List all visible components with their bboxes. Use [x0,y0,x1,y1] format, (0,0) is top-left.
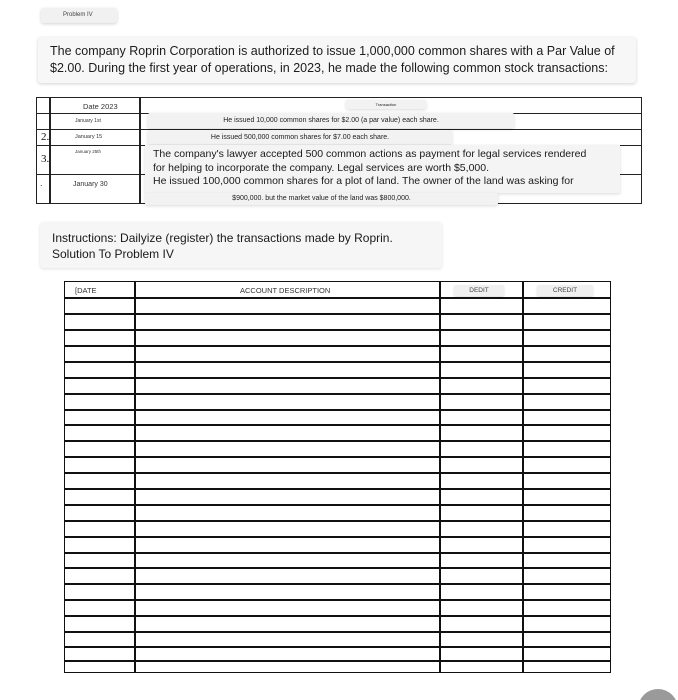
journal-row-line [65,472,610,474]
journal-row-line [65,424,610,426]
journal-row-line [65,615,610,617]
corner-button[interactable] [638,689,678,700]
transaction-header: Transaction [346,100,426,109]
journal-row-line [65,552,610,554]
journal-row-line [65,536,610,538]
row-3-number: 3. [41,153,50,165]
row-2-date: January 15 [75,134,103,140]
row-3-line-2: for helping to incorporate the company. Legal services are worth $5,000. [153,161,489,174]
instructions [40,222,442,268]
journal-row-line [65,631,610,633]
row-4-date: January 30 [73,181,108,188]
row-3-line-1: The company's lawyer accepted 500 common actions as payment for legal services rendered [153,148,587,160]
row-4-line-2: $900,000. but the market value of the land was $800,000. [145,193,498,205]
problem-label: Problem IV [41,8,117,23]
date-header: Date 2023 [83,102,118,111]
journal-debit-header: DEDIT [454,285,504,296]
journal-row-line [65,345,610,347]
journal-row-line [65,329,610,331]
row-2-number: 2. [41,131,50,143]
journal-row-line [65,361,610,363]
journal-row-line [65,377,610,379]
journal-row-line [65,646,610,648]
journal-row-line [65,297,610,299]
journal-date-header: [DATE [75,286,97,295]
row-3-date: January 25th [75,149,102,154]
journal-row-line [65,567,610,569]
intro-paragraph: The company Roprin Corporation is authorized to issue 1,000,000 common shares with a Par Value of $2.00. During the first year of operations, in 2023, he made the following common stock transactions: [38,37,636,83]
journal-row-line [65,504,610,506]
journal-column-divider [522,282,524,672]
journal-row-line [65,456,610,458]
journal-row-line [65,520,610,522]
journal-column-divider [134,282,136,672]
journal-row-line [65,583,610,585]
journal-credit-header: CREDIT [537,285,593,296]
journal-account-header: ACCOUNT DESCRIPTION [240,286,331,295]
instructions-line: Instructions: Dailyize (register) the transactions made by Roprin. [52,231,393,245]
row-2-transaction: He issued 500,000 common shares for $7.00 each share. [148,130,452,144]
journal-row-line [65,393,610,395]
journal-row-line [65,599,610,601]
row-4-bullet: . [40,178,43,188]
solution-title: Solution To Problem IV [52,247,174,261]
row-1-date: January 1st [75,118,101,124]
journal-row-line [65,440,610,442]
journal-row-line [65,313,610,315]
journal-row-line [65,409,610,411]
row-3-4-transaction-block [145,145,620,193]
row-4-line-1: He issued 100,000 common shares for a plot of land. The owner of the land was asking for [153,175,574,187]
journal-table [64,281,611,673]
journal-row-line [65,488,610,490]
journal-column-divider [439,282,441,672]
row-1-transaction: He issued 10,000 common shares for $2.00 (a par value) each share. [148,113,514,128]
journal-row-line [65,660,610,662]
